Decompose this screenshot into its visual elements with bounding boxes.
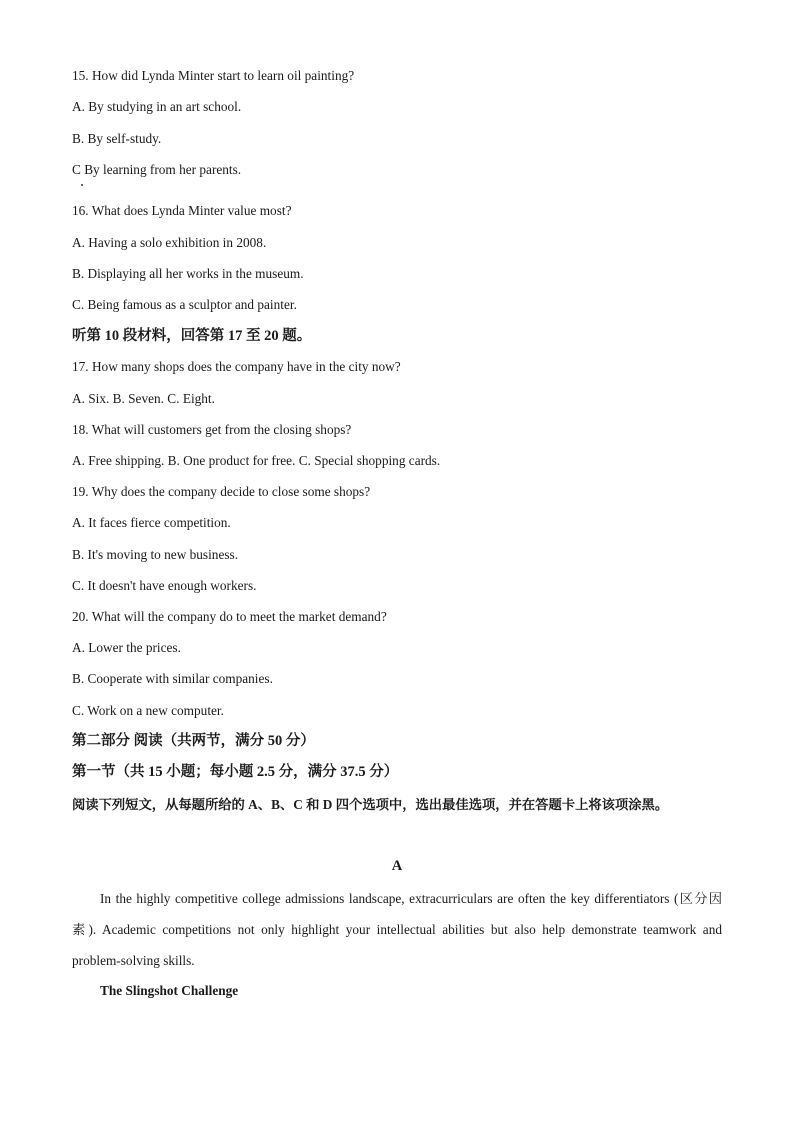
option-19b: B. It's moving to new business. [72,547,239,562]
question-17: 17. How many shops does the company have in the city now? [72,359,401,374]
part-two-title: 第二部分 阅读（共两节，满分 50 分） [72,733,315,749]
question-19: 19. Why does the company decide to close some shops? [72,484,371,499]
option-15b: B. By self-study. [72,131,162,146]
option-20c: C. Work on a new computer. [72,703,224,718]
passage-label: A [391,858,403,874]
option-16b: B. Displaying all her works in the museum. [72,266,304,281]
question-16: 16. What does Lynda Minter value most? [72,203,292,218]
option-19a: A. It faces fierce competition. [72,515,231,530]
stray-dot [81,184,83,186]
options-17: A. Six. B. Seven. C. Eight. [72,391,215,406]
options-18: A. Free shipping. B. One product for free. C. Special shopping cards. [72,453,441,468]
option-20a: A. Lower the prices. [72,640,181,655]
section-one-title: 第一节（共 15 小题；每小题 2.5 分，满分 37.5 分） [72,764,399,780]
question-20: 20. What will the company do to meet the market demand? [72,609,387,624]
question-18: 18. What will customers get from the closing shops? [72,422,352,437]
option-15a: A. By studying in an art school. [72,99,242,114]
reading-instructions: 阅读下列短文，从每题所给的 A、B、C 和 D 四个选项中，选出最佳选项，并在答题卡上将该项涂黑。 [72,797,669,812]
option-19c: C. It doesn't have enough workers. [72,578,257,593]
question-15: 15. How did Lynda Minter start to learn oil painting? [72,68,355,83]
option-16c: C. Being famous as a sculptor and painter. [72,297,297,312]
option-16a: A. Having a solo exhibition in 2008. [72,235,267,250]
option-20b: B. Cooperate with similar companies. [72,671,273,686]
section-10-header: 听第 10 段材料，回答第 17 至 20 题。 [72,328,312,344]
passage-paragraph: In the highly competitive college admissions landscape, extracurriculars are often the key differentiators (区分因素). Academic competitions not only highlight your intellectual abilities but also help demonstrate teamwork and problem-solving skills. [72,891,722,968]
option-15c: C By learning from her parents. [72,162,242,177]
passage-subheading: The Slingshot Challenge [100,983,239,998]
